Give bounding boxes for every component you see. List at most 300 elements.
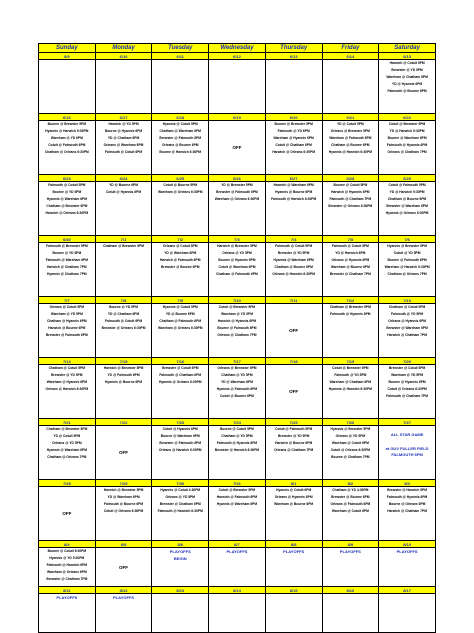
date-cell: 8/4 (39, 541, 96, 548)
playoffs-label: BEGIN (173, 556, 187, 561)
game-entry: Wareham @ YD 5PM (391, 373, 424, 377)
date-cell: 8/6 (152, 541, 209, 548)
games-cell (152, 304, 209, 358)
date-cell: 7/12 (322, 297, 379, 304)
playoffs-label: PLAYOFFS (56, 595, 78, 600)
game-entry: Orleans @ Chatham 7PM (274, 448, 314, 452)
date-cell: 7/25 (265, 419, 322, 426)
games-cell (95, 487, 152, 541)
game-entry: Bourne @ Hyannis 6PM (105, 129, 143, 133)
game-entry: Chatham @ Brewster 6PM (46, 204, 88, 208)
games-cell (379, 487, 436, 541)
date-cell: 7/7 (39, 297, 96, 304)
day-header-thursday: Thursday (265, 44, 322, 53)
date-cell: 8/17 (379, 587, 436, 594)
game-entry: YD @ Cotuit 5PM (336, 122, 364, 126)
game-entry: Wareham @ Orleans 6:30PM (214, 197, 260, 201)
games-cell (209, 243, 266, 297)
game-entry: Orleans @ Hyannis 6PM (331, 258, 370, 262)
game-entry: Orleans @ Chatham 7PM (387, 150, 427, 154)
game-entry: Bourne @ Wareham 6PM (160, 434, 200, 438)
game-entry: Hyannis @ Harwich 5:30PM (45, 129, 89, 133)
game-entry: Bourne @ Cotuit 5PM (220, 427, 254, 431)
game-entry: Falmouth @ Hyannis 6PM (386, 495, 428, 499)
games-cell (265, 60, 322, 114)
game-entry: Cotuit @ Chatham 6PM (275, 143, 312, 147)
game-entry: Cotuit @ Hyannis 6PM (162, 427, 198, 431)
game-entry: Wareham @ YD 6PM (50, 136, 83, 140)
game-entry: Bourne @ Falmouth 6PM (387, 258, 427, 262)
game-entry: YD @ Harwich 5:30PM (389, 129, 425, 133)
week-games-row (39, 182, 436, 236)
game-entry: Hyannis @ Cotuit 5PM (162, 122, 198, 126)
date-cell: 7/18 (265, 358, 322, 365)
game-entry: Hyannis @ Harwich 6:30PM (328, 150, 372, 154)
games-cell (95, 60, 152, 114)
date-cell: 6/17 (95, 114, 152, 121)
game-entry: Brewster @ Falmouth 6PM (46, 333, 88, 337)
game-entry: Cotuit @ Hyannis 6PM (106, 190, 142, 194)
game-entry: Orleans @ YD 5PM (335, 434, 366, 438)
week-date-row (39, 419, 436, 426)
date-cell: 6/15 (379, 53, 436, 60)
games-cell (322, 121, 379, 175)
game-entry: Brewster @ Chatham 7PM (329, 272, 371, 276)
game-entry: Cotuit @ Orleans 6:30PM (103, 509, 144, 513)
date-cell: 7/20 (379, 358, 436, 365)
game-entry: Chatham @ Bourne 6PM (331, 143, 370, 147)
day-header-monday: Monday (95, 44, 152, 53)
date-cell: 7/2 (152, 236, 209, 243)
game-entry: Falmouth @ Hyannis 6PM (386, 143, 428, 147)
game-entry: Falmouth @ Harwich 6PM (46, 563, 88, 567)
date-cell: 7/13 (379, 297, 436, 304)
game-entry: Wareham @ Bourne 6PM (274, 502, 314, 506)
game-entry: Harwich @ Chatham 7PM (387, 509, 427, 513)
game-entry: Orleans @ Wareham 6PM (103, 143, 144, 147)
games-cell (379, 365, 436, 419)
date-cell: 8/16 (322, 587, 379, 594)
date-cell: 6/21 (322, 114, 379, 121)
game-entry: Chatham @ Falmouth 6PM (159, 319, 202, 323)
date-cell: 7/8 (95, 297, 152, 304)
date-cell: 7/5 (322, 236, 379, 243)
games-cell (379, 426, 436, 480)
game-entry: Chatham @ Bourne 6PM (387, 197, 427, 201)
game-entry: Wareham @ Cotuit 6PM (331, 509, 369, 513)
game-entry: Hyannis @ Brewster 5PM (330, 427, 371, 431)
date-cell: 7/28 (39, 480, 96, 487)
date-cell: 7/22 (95, 419, 152, 426)
game-entry: Orleans @ Bourne 6PM (161, 143, 199, 147)
game-entry: Falmouth @ Harwich 6:30PM (271, 197, 317, 201)
games-cell (39, 365, 96, 419)
game-entry: Brewster @ Bourne 6PM (331, 495, 370, 499)
game-entry: Falmouth @ Bourne 6PM (103, 502, 144, 506)
date-cell: 7/6 (379, 236, 436, 243)
game-entry: Cotuit @ Bourne 6PM (220, 394, 254, 398)
game-entry: Bourne @ YD 5PM (52, 190, 82, 194)
game-entry: Hyannis @ Cotuit 4:30PM (160, 488, 201, 492)
off-label: OFF (119, 450, 129, 455)
day-header-wednesday: Wednesday (209, 44, 266, 53)
games-cell (152, 487, 209, 541)
games-cell (379, 121, 436, 175)
game-entry: YD @ Wareham 6PM (220, 380, 253, 384)
game-entry: Hyannis @ Falmouth 6PM (216, 387, 258, 391)
games-cell (95, 243, 152, 297)
game-entry: Wareham @ Harwich 6:30PM (384, 265, 430, 269)
game-entry: Falmouth @ Hyannis 6PM (216, 441, 258, 445)
game-entry: Falmouth @ Brewster 5PM (46, 244, 88, 248)
date-cell: 7/29 (95, 480, 152, 487)
game-entry: Harwich @ Falmouth 6PM (216, 495, 258, 499)
game-entry: Orleans @ Falmouth 6PM (330, 502, 371, 506)
game-entry: Wareham @ Orleans 6:30PM (158, 326, 203, 330)
game-entry: Falmouth @ Hyannis 6PM (330, 312, 371, 316)
week-games-row (39, 487, 436, 541)
games-cell (152, 594, 209, 633)
game-entry: YD @ Wareham 6PM (107, 495, 140, 499)
date-cell: 7/23 (152, 419, 209, 426)
playoffs-label: PLAYOFFS (339, 549, 361, 554)
games-cell (265, 365, 322, 419)
date-cell: 7/17 (209, 358, 266, 365)
game-entry: Cotuit @ Falmouth 6PM (48, 143, 86, 147)
week-games-row (39, 121, 436, 175)
game-entry: Falmouth @ Cotuit 5PM (48, 183, 86, 187)
game-entry: Cotuit @ YD 5PM (393, 251, 421, 255)
games-cell (265, 487, 322, 541)
day-header-sunday: Sunday (39, 44, 96, 53)
date-cell: 8/14 (209, 587, 266, 594)
game-entry: Wareham @ YD 5PM (50, 312, 83, 316)
game-entry: YD @ Cotuit 5PM (53, 434, 81, 438)
date-cell: 8/11 (39, 587, 96, 594)
date-cell: 7/10 (209, 297, 266, 304)
date-cell: 6/22 (379, 114, 436, 121)
games-cell (209, 60, 266, 114)
game-entry: Brewster @ Wareham 6PM (386, 326, 428, 330)
date-cell: 6/24 (95, 175, 152, 182)
game-entry: Brewster @ Chatham 7PM (46, 577, 88, 581)
game-entry: Orleans @ Harwich 6:30PM (158, 448, 202, 452)
playoffs-label: PLAYOFFS (113, 595, 135, 600)
playoffs-label: PLAYOFFS (396, 549, 418, 554)
game-entry: Harwich @ Brewster 5PM (217, 244, 257, 248)
game-entry: YD @ Harwich 6PM (335, 251, 366, 255)
game-entry: Chatham @ YD 5PM (221, 434, 253, 438)
date-cell: 6/29 (379, 175, 436, 182)
date-cell: 8/12 (95, 587, 152, 594)
playoffs-label: PLAYOFFS (226, 549, 248, 554)
game-entry: Orleans @ Brewster 5PM (217, 366, 257, 370)
games-cell (95, 182, 152, 236)
game-entry: Bourne @ Brewster 5PM (47, 122, 87, 126)
week-games-row (39, 594, 436, 633)
date-cell: 6/18 (152, 114, 209, 121)
games-cell (39, 487, 96, 541)
game-entry: Harwich @ Hyannis 6PM (331, 190, 370, 194)
game-entry: YD @ Bourne 6PM (165, 312, 195, 316)
game-entry: Falmouth @ Bourne 6PM (387, 89, 427, 93)
game-entry: Harwich @ Hyannis 6PM (217, 319, 257, 323)
game-entry: Bourne @ Brewster 5PM (274, 122, 313, 126)
date-cell: 7/24 (209, 419, 266, 426)
game-entry: Brewster @ Bourne 6PM (161, 265, 200, 269)
game-entry: Hyannis @ Harwich 6:30PM (328, 387, 372, 391)
games-cell (379, 182, 436, 236)
weeks-body (39, 53, 436, 633)
day-header-saturday: Saturday (379, 44, 436, 53)
game-entry: Wareham @ Chatham 6PM (329, 380, 372, 384)
date-cell: 8/5 (95, 541, 152, 548)
date-cell: 6/27 (265, 175, 322, 182)
date-cell: 6/30 (39, 236, 96, 243)
week-date-row (39, 358, 436, 365)
games-cell (322, 243, 379, 297)
date-cell: 7/3 (209, 236, 266, 243)
games-cell (39, 426, 96, 480)
game-entry: Wareham @ YD 5PM (220, 312, 253, 316)
games-cell (39, 548, 96, 587)
day-header-tuesday: Tuesday (152, 44, 209, 53)
game-entry: Bourne @ Cotuit 5:30PM (47, 549, 87, 553)
date-cell: 6/19 (209, 114, 266, 121)
game-entry: Harwich @ Orleans 6:30PM (272, 150, 315, 154)
game-entry: YD @ Chatham 6PM (107, 312, 140, 316)
game-entry: Bourne @ Cotuit 5PM (333, 183, 368, 187)
games-cell (322, 487, 379, 541)
game-entry: Orleans @ Harwich 6:30PM (45, 387, 89, 391)
games-cell (322, 304, 379, 358)
games-cell (209, 487, 266, 541)
game-entry: YD @ Harwich 5:30PM (389, 190, 425, 194)
week-date-row (39, 175, 436, 182)
date-cell: 8/8 (265, 541, 322, 548)
game-entry: Orleans @ Brewster 5PM (330, 129, 370, 133)
game-entry: Chatham @ Orleans 6:30PM (44, 150, 89, 154)
game-entry: Bourne @ Hyannis 6PM (218, 258, 256, 262)
game-entry: Bourne @ Orleans 6PM (388, 502, 426, 506)
all-star-note: FALMOUTH 6PM (391, 452, 423, 457)
game-entry: Chatham @ YD 5PM (221, 373, 253, 377)
games-cell (39, 594, 96, 633)
date-cell: 6/9 (39, 53, 96, 60)
game-entry: Brewster @ Chatham 6PM (159, 502, 201, 506)
date-cell: 7/11 (265, 297, 322, 304)
date-cell: 6/20 (265, 114, 322, 121)
week-date-row (39, 480, 436, 487)
week-games-row (39, 60, 436, 114)
game-entry: YD @ Hyannis 6PM (392, 82, 423, 86)
date-cell: 6/11 (152, 53, 209, 60)
game-entry: Cotuit @ Falmouth 5PM (388, 183, 426, 187)
games-cell (209, 121, 266, 175)
games-cell (152, 243, 209, 297)
game-entry: Brewster @ Cotuit 5PM (162, 366, 199, 370)
games-cell (379, 594, 436, 633)
games-cell (265, 304, 322, 358)
date-cell: 8/7 (209, 541, 266, 548)
date-cell: 7/19 (322, 358, 379, 365)
games-cell (39, 243, 96, 297)
game-entry: Harwich @ Chatham 7PM (387, 333, 427, 337)
game-entry: Orleans @ Hyannis 6PM (274, 495, 313, 499)
game-entry: Hyannis @ Brewster 5PM (387, 244, 427, 248)
game-entry: Chatham @ Cotuit 5PM (388, 305, 426, 309)
date-cell: 6/10 (95, 53, 152, 60)
game-entry: Cotuit @ Brewster 5PM (332, 366, 369, 370)
day-header-row (39, 44, 436, 53)
date-cell: 8/10 (379, 541, 436, 548)
games-cell (265, 121, 322, 175)
games-cell (322, 60, 379, 114)
games-cell (152, 426, 209, 480)
game-entry: Orleans @ Cotuit 5PM (162, 244, 198, 248)
game-entry: Falmouth @ Harwich 6:30PM (157, 509, 203, 513)
week-date-row (39, 587, 436, 594)
all-star-note: at GUV FULLER FIELD (385, 446, 429, 451)
game-entry: Hyannis @ Orleans 6:30PM (385, 211, 429, 215)
date-cell: 8/3 (379, 480, 436, 487)
date-cell: 7/9 (152, 297, 209, 304)
date-cell: 7/30 (152, 480, 209, 487)
game-entry: Cotuit @ Brewster 5PM (388, 122, 426, 126)
game-entry: Brewster @ Harwich 6:30PM (214, 448, 260, 452)
date-cell: 8/1 (265, 480, 322, 487)
date-cell: 7/4 (265, 236, 322, 243)
game-entry: Chatham @ Brewster 5PM (46, 427, 88, 431)
games-cell (209, 426, 266, 480)
game-entry: Chatham @ Wareham 6PM (159, 129, 202, 133)
game-entry: Chatham @ Orleans 7PM (387, 272, 427, 276)
week-date-row (39, 541, 436, 548)
week-games-row (39, 304, 436, 358)
games-cell (265, 426, 322, 480)
games-cell (95, 121, 152, 175)
games-cell (152, 548, 209, 587)
game-entry: Cotuit @ Falmouth 5PM (275, 427, 313, 431)
game-entry: Harwich @ Cotuit 5PM (389, 61, 425, 65)
games-cell (39, 304, 96, 358)
off-label: OFF (62, 511, 72, 516)
game-entry: Hyannis @ Wareham 6PM (46, 197, 87, 201)
game-entry: Harwich @ Bourne 6PM (48, 326, 86, 330)
game-entry: Chatham @ Brewster 5PM (103, 244, 145, 248)
game-entry: Bourne @ Hyannis 6PM (388, 380, 426, 384)
games-cell (379, 304, 436, 358)
game-entry: Hyannis @ Wareham 6PM (273, 258, 314, 262)
game-entry: Wareham @ Hyannis 6PM (46, 380, 87, 384)
date-cell: 6/23 (39, 175, 96, 182)
game-entry: Falmouth @ Cotuit 6PM (105, 319, 143, 323)
date-cell: 7/15 (95, 358, 152, 365)
games-cell (322, 365, 379, 419)
games-cell (322, 594, 379, 633)
game-entry: Falmouth @ YD 5PM (391, 312, 424, 316)
game-entry: Falmouth @ Cotuit 5PM (331, 244, 369, 248)
date-cell: 7/26 (322, 419, 379, 426)
game-entry: Wareham @ Hyannis 6PM (273, 136, 314, 140)
game-entry: Brewster @ Cotuit 5PM (388, 366, 426, 370)
game-entry: Bourne @ YD 5PM (109, 305, 138, 309)
game-entry: Orleans @ Cotuit 5PM (49, 305, 85, 309)
game-entry: Chatham @ YD 4:30PM (332, 488, 369, 492)
game-entry: Wareham @ Cotuit 6PM (331, 441, 369, 445)
game-entry: Cotuit @ Wareham 6PM (218, 265, 256, 269)
game-entry: Brewster @ Harwich 5PM (387, 488, 427, 492)
games-cell (265, 548, 322, 587)
game-entry: Chatham @ Cotuit 5PM (48, 366, 86, 370)
date-cell: 8/9 (322, 541, 379, 548)
date-cell: 6/16 (39, 114, 96, 121)
week-games-row (39, 365, 436, 419)
games-cell (95, 548, 152, 587)
game-entry: Bourne @ Harwich 6:30PM (159, 150, 202, 154)
games-cell (152, 365, 209, 419)
game-entry: Falmouth @ Chatham 6PM (159, 373, 202, 377)
games-cell (152, 121, 209, 175)
games-cell (39, 121, 96, 175)
game-entry: Wareham @ Chatham 6PM (386, 75, 428, 79)
date-cell: 7/21 (39, 419, 96, 426)
game-entry: Harwich @ Chatham 7PM (47, 265, 87, 269)
game-entry: Hyannis @ Bourne 6PM (275, 190, 313, 194)
date-cell: 8/15 (265, 587, 322, 594)
game-entry: Bourne @ Falmouth 6PM (217, 326, 257, 330)
game-entry: Falmouth @ Chatham 7PM (386, 394, 428, 398)
game-entry: Brewster @ Falmouth 6PM (159, 136, 202, 140)
game-entry: Brewster @ Wareham 6PM (386, 204, 428, 208)
game-entry: Wareham @ Orleans 6:30PM (158, 190, 203, 194)
games-cell (322, 426, 379, 480)
game-entry: Hyannis @ Orleans 6:30PM (158, 380, 202, 384)
games-cell (379, 60, 436, 114)
off-label: OFF (232, 145, 242, 150)
game-entry: Orleans @ YD 5PM (52, 441, 82, 445)
game-entry: Hyannis @ Wareham 6PM (46, 448, 87, 452)
date-cell: 7/27 (379, 419, 436, 426)
game-entry: Harwich @ Bourne 6PM (275, 441, 313, 445)
games-cell (209, 548, 266, 587)
games-cell (265, 243, 322, 297)
playoffs-label: PLAYOFFS (283, 549, 305, 554)
date-cell: 6/12 (209, 53, 266, 60)
date-cell: 8/2 (322, 480, 379, 487)
game-entry: Falmouth @ Cotuit 5PM (275, 244, 313, 248)
game-entry: YD @ Brewster 5PM (221, 183, 253, 187)
game-entry: Wareham @ Orleans 6PM (46, 570, 87, 574)
game-entry: Brewster @ Orleans 6:30PM (328, 204, 373, 208)
game-entry: Chatham @ Hyannis 6PM (47, 319, 87, 323)
game-entry: Cotuit @ Orleans 6:30PM (330, 448, 371, 452)
game-entry: Falmouth @ Wareham 6PM (45, 258, 88, 262)
date-cell: 6/26 (209, 175, 266, 182)
game-entry: Bourne @ Wareham 6PM (387, 136, 427, 140)
game-entry: Falmouth @ Cotuit 6PM (105, 150, 143, 154)
game-entry: Brewster @ YD 5PM (51, 373, 83, 377)
game-entry: Cotuit @ Orleans 6:30PM (387, 387, 427, 391)
game-entry: Brewster @ Falmouth 6PM (216, 190, 258, 194)
game-entry: Orleans @ YD 5PM (222, 251, 252, 255)
game-entry: Hyannis @ Cotuit 6PM (276, 488, 312, 492)
game-entry: Cotuit @ Bourne 5PM (163, 183, 198, 187)
week-games-row (39, 426, 436, 480)
game-entry: Wareham @ Falmouth 6PM (329, 136, 372, 140)
date-cell: 7/16 (152, 358, 209, 365)
game-entry: Harwich @ YD 5PM (108, 122, 139, 126)
